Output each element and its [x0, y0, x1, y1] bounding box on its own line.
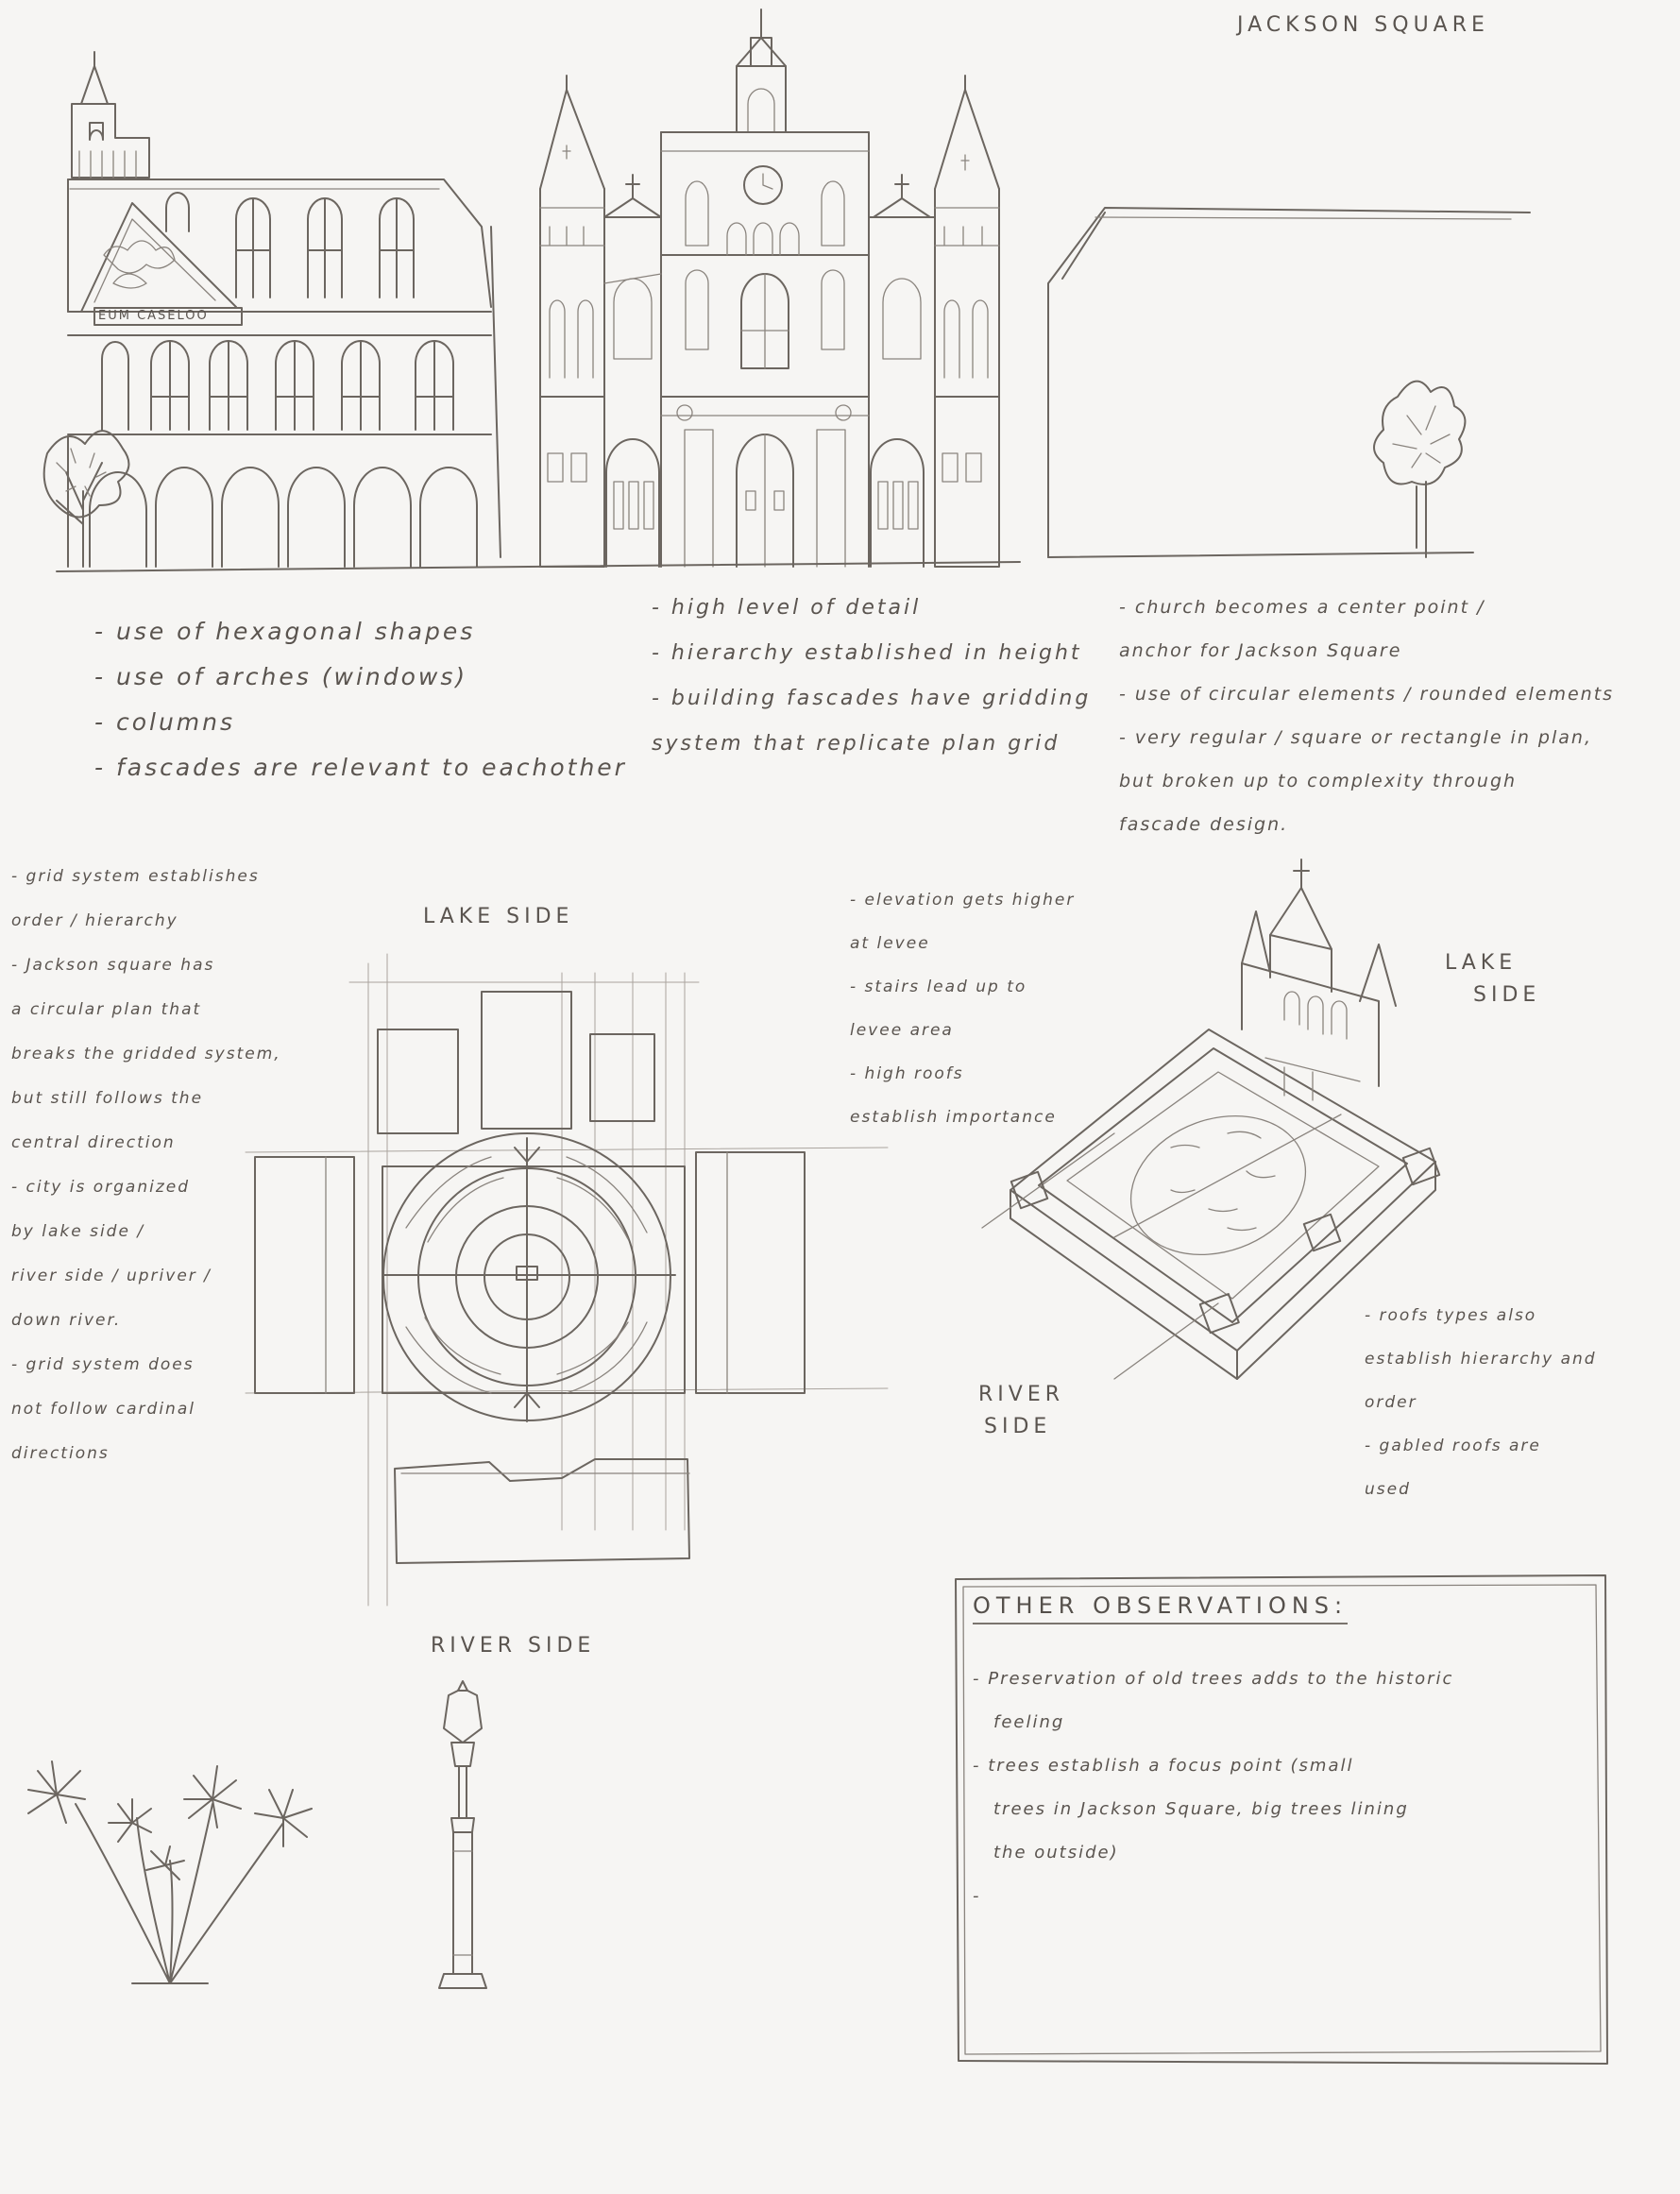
observations-title: OTHER OBSERVATIONS:	[973, 1592, 1348, 1624]
observation-line: - Preservation of old trees adds to the historic	[973, 1669, 1454, 1689]
note-line: - hierarchy established in height	[652, 641, 1082, 665]
note-line: river side / upriver /	[11, 1267, 212, 1285]
note-line: fascade design.	[1119, 814, 1289, 835]
note-line: by lake side /	[11, 1222, 145, 1241]
site-plan-sketch	[246, 954, 888, 1606]
note-line: central direction	[11, 1133, 176, 1152]
note-line: but broken up to complexity through	[1119, 771, 1518, 791]
page-title: JACKSON SQUARE	[1237, 13, 1489, 37]
observation-line: trees in Jackson Square, big trees lining	[993, 1799, 1409, 1819]
observations-notes	[973, 1658, 1453, 1918]
note-line: - high level of detail	[652, 596, 922, 620]
axon-river-label-line1: RIVER	[978, 1383, 1065, 1406]
palm-trees-sketch	[28, 1761, 312, 1983]
note-line: - columns	[94, 708, 236, 736]
tree-left-sketch	[44, 431, 129, 567]
note-line: - city is organized	[11, 1178, 190, 1197]
observation-line: -	[973, 1886, 981, 1906]
lamp-post-sketch	[439, 1681, 486, 1988]
axon-lake-label-line2: SIDE	[1473, 983, 1541, 1007]
note-line: - use of arches (windows)	[94, 663, 468, 690]
tree-right-sketch	[1374, 382, 1465, 557]
plan-lake-side-label: LAKE SIDE	[423, 905, 574, 928]
observation-line: the outside)	[993, 1843, 1119, 1862]
notes-elevation	[850, 878, 1075, 1139]
note-line: at levee	[850, 934, 930, 953]
note-line: establish hierarchy and	[1365, 1350, 1597, 1369]
cathedral-sketch	[529, 9, 1020, 567]
note-line: down river.	[11, 1311, 122, 1330]
note-line: directions	[11, 1444, 110, 1463]
note-line: levee area	[850, 1021, 954, 1040]
note-line: - very regular / square or rectangle in plan,	[1119, 727, 1592, 748]
notes-cabildo	[94, 609, 627, 791]
axon-river-label	[978, 1379, 1064, 1443]
note-line: but still follows the	[11, 1089, 204, 1108]
note-line: used	[1365, 1480, 1411, 1499]
note-line: system that replicate plan grid	[652, 732, 1061, 756]
axon-lake-label	[1445, 947, 1540, 1012]
observation-line: - trees establish a focus point (small	[973, 1756, 1354, 1776]
note-line: order	[1365, 1393, 1417, 1412]
plan-river-side-label: RIVER SIDE	[431, 1634, 596, 1658]
note-line: - fascades are relevant to eachother	[94, 754, 627, 781]
note-line: - gabled roofs are	[1365, 1437, 1541, 1455]
cabildo-sign-text: EUM CASELOO	[98, 309, 209, 323]
notes-cathedral	[652, 586, 1091, 767]
note-line: - grid system does	[11, 1355, 195, 1374]
note-line: - Jackson square has	[11, 956, 215, 975]
notes-roofs	[1365, 1294, 1597, 1511]
note-line: - grid system establishes	[11, 867, 260, 886]
note-line: - use of circular elements / rounded elements	[1119, 684, 1615, 705]
note-line: order / hierarchy	[11, 911, 178, 930]
axon-river-label-line2: SIDE	[984, 1415, 1052, 1438]
note-line: breaks the gridded system,	[11, 1045, 281, 1063]
notes-grid-system	[11, 855, 281, 1476]
note-line: - elevation gets higher	[850, 891, 1076, 910]
note-line: establish importance	[850, 1108, 1057, 1127]
notes-church-center	[1119, 586, 1614, 846]
note-line: - use of hexagonal shapes	[94, 618, 476, 645]
note-line: - building fascades have gridding	[652, 687, 1092, 710]
note-line: - roofs types also	[1365, 1306, 1537, 1325]
observation-line: feeling	[993, 1712, 1065, 1732]
note-line: - stairs lead up to	[850, 978, 1027, 996]
note-line: - high roofs	[850, 1064, 964, 1083]
axon-lake-label-line1: LAKE	[1445, 951, 1518, 975]
note-line: not follow cardinal	[11, 1400, 195, 1419]
right-building-sketch	[1048, 208, 1530, 557]
note-line: a circular plan that	[11, 1000, 202, 1019]
note-line: - church becomes a center point /	[1119, 597, 1485, 618]
note-line: anchor for Jackson Square	[1119, 640, 1402, 661]
